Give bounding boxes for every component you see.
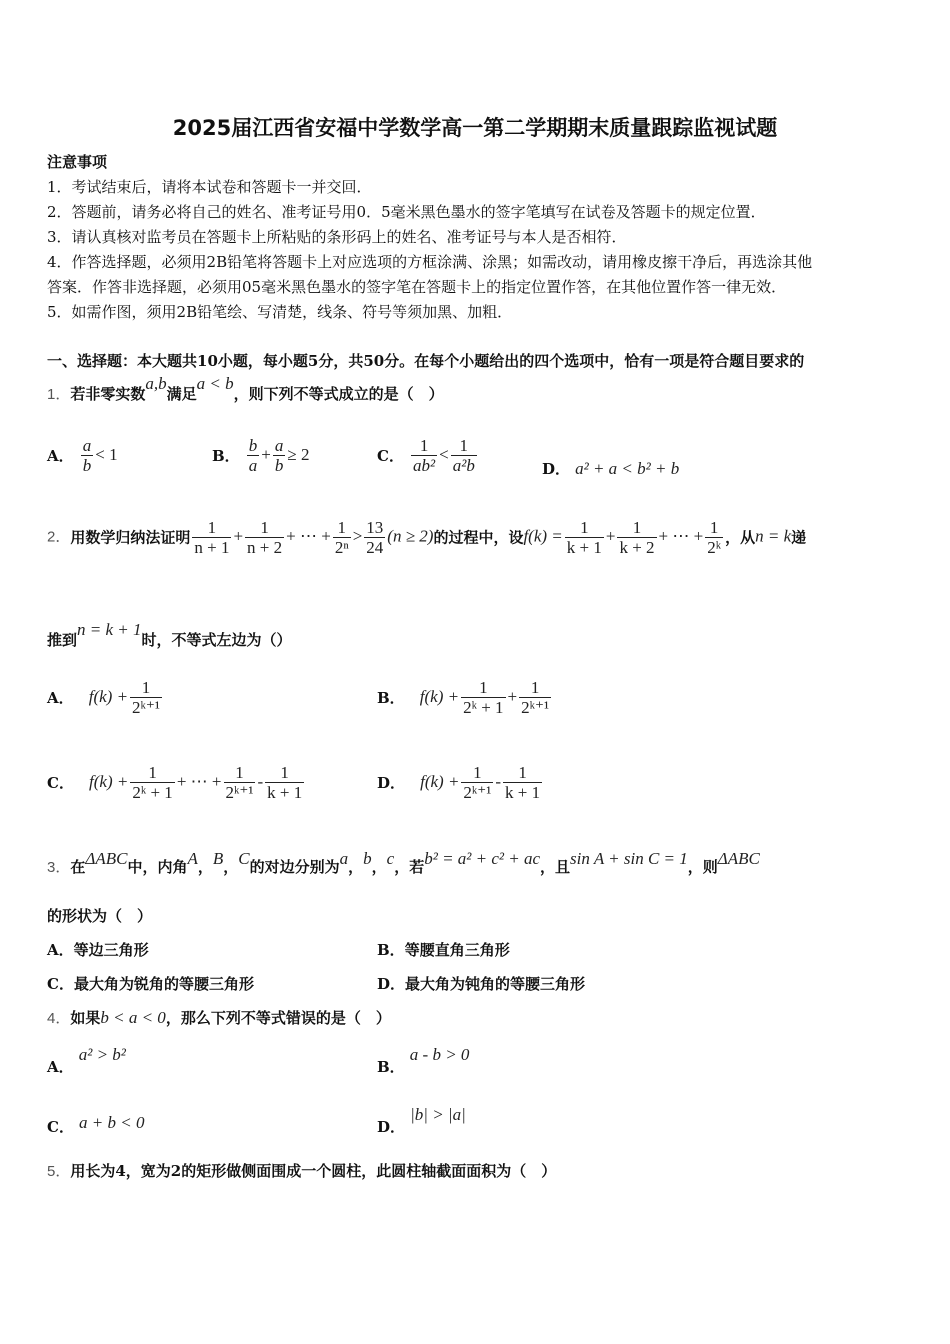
numerator: 1 (617, 518, 656, 538)
denominator: 24 (366, 538, 384, 557)
notice-line-6: 5．如需作图，须用2B铅笔绘、写清楚，线条、符号等须加黑、加粗． (47, 303, 513, 321)
q1-option-c[interactable] (377, 436, 479, 475)
text: 推到 (47, 631, 78, 649)
q2-option-d[interactable] (377, 763, 544, 802)
text: ，若 (394, 858, 425, 876)
denominator: ab² (413, 456, 436, 475)
option-text: 等腰直角三角形 (404, 941, 510, 959)
math: a < b (196, 374, 234, 393)
text: 用长为4，宽为2的矩形做侧面围成一个圆柱，此圆柱轴截面面积为（ ） (70, 1162, 557, 1180)
fraction (130, 763, 174, 802)
denominator: 2ᵏ⁺¹ (463, 783, 492, 802)
math: + (605, 526, 616, 546)
math: A (187, 849, 198, 868)
numerator: 1 (192, 518, 231, 538)
numerator: a (82, 436, 92, 455)
q2-option-b[interactable] (377, 678, 553, 717)
q3-option-d[interactable] (377, 974, 585, 994)
fraction (461, 763, 493, 802)
math: < (439, 445, 449, 464)
math: > (352, 526, 363, 546)
math: + ⋯ + (286, 526, 331, 546)
text: ， (197, 858, 213, 876)
page-title: 2025届江西省安福中学数学高一第二学期期末质量跟踪监视试题 (172, 116, 778, 140)
text: ，从 (725, 528, 756, 547)
notice-line-4: 4．作答选择题，必须用2B铅笔将答题卡上对应选项的方框涂满、涂黑；如需改动，请用橡皮擦干净后，再选涂其他 (47, 253, 813, 271)
denominator: n + 1 (194, 538, 230, 557)
math: + ⋯ + (658, 526, 704, 546)
math: n = k (755, 526, 792, 546)
denominator: b (82, 456, 92, 475)
option-label: B． (212, 447, 240, 465)
fraction (565, 518, 604, 557)
numerator: a (274, 436, 284, 455)
math: ΔABC (717, 849, 760, 868)
denominator: a (248, 456, 258, 475)
notice-heading: 注意事项 (47, 153, 108, 171)
text: 的对边分别为 (249, 858, 340, 876)
denominator: 2ⁿ (334, 538, 349, 557)
question-number: 3． (47, 859, 71, 876)
numerator: 1 (461, 678, 505, 698)
math: a² > b² (78, 1045, 126, 1064)
math: C (238, 849, 250, 868)
fraction (705, 518, 723, 557)
numerator: 1 (451, 436, 477, 456)
option-label: C． (47, 1118, 74, 1136)
math: B (212, 849, 224, 868)
question-1-stem (47, 374, 444, 405)
math: f(k) + (420, 772, 460, 791)
q4-option-d[interactable] (377, 1104, 466, 1136)
math: + ⋯ + (176, 772, 222, 791)
fraction (333, 518, 351, 557)
question-number: 4． (47, 1010, 71, 1027)
denominator: k + 1 (566, 538, 602, 557)
numerator: 1 (245, 518, 284, 538)
text: 如果 (70, 1009, 101, 1027)
math: - (495, 772, 502, 791)
option-text: 最大角为锐角的等腰三角形 (73, 975, 254, 993)
option-label: C． (47, 975, 74, 993)
text: 递 (791, 528, 807, 547)
q4-option-a[interactable] (47, 1044, 126, 1076)
denominator: k + 2 (619, 538, 655, 557)
math: ΔABC (85, 849, 128, 868)
option-label: D． (377, 975, 406, 993)
denominator: k + 1 (267, 783, 303, 802)
option-label: A． (47, 689, 74, 707)
math: - (257, 772, 264, 791)
q4-option-b[interactable] (377, 1044, 470, 1076)
option-label: B． (377, 1058, 405, 1076)
math: + (507, 687, 518, 706)
text: 中，内角 (127, 858, 188, 876)
option-label: D． (377, 774, 406, 792)
fraction (411, 436, 437, 475)
denominator: 2ᵏ⁺¹ (225, 783, 254, 802)
text: ，那么下列不等式错误的是（ ） (165, 1009, 391, 1027)
notice-line-5: 答案．作答非选择题，必须用05毫米黑色墨水的签字笔在答题卡上的指定位置作答，在其他位置作答一律无效． (47, 278, 787, 296)
text: 用数学归纳法证明 (70, 528, 191, 547)
math: (n ≥ 2) (387, 526, 434, 546)
fraction (81, 436, 94, 475)
option-label: D． (377, 1118, 406, 1136)
option-label: C． (377, 447, 404, 465)
fraction (273, 436, 286, 475)
option-label: A． (47, 1058, 74, 1076)
text: ，则 (687, 858, 718, 876)
option-label: C． (47, 774, 74, 792)
math: a - b > 0 (409, 1045, 470, 1064)
fraction (461, 678, 505, 717)
math: a² + a < b² + b (575, 459, 680, 478)
fraction (247, 436, 260, 475)
question-2-stem (47, 518, 806, 557)
question-number: 1． (47, 386, 71, 403)
numerator: 1 (705, 518, 723, 538)
option-label: A． (47, 941, 74, 959)
numerator: 1 (565, 518, 604, 538)
fraction (364, 518, 385, 557)
question-2-stem-cont (47, 620, 292, 650)
math: a + b < 0 (79, 1113, 145, 1132)
math: b (363, 849, 372, 868)
denominator: n + 2 (247, 538, 283, 557)
math: ≥ 2 (287, 445, 310, 464)
math: b < a < 0 (100, 1008, 166, 1027)
q3-option-a[interactable] (47, 940, 149, 960)
q1-option-a[interactable] (47, 436, 118, 475)
numerator: 1 (503, 763, 542, 783)
notice-line-2: 2．答题前，请务必将自己的姓名、准考证号用0．5毫米黑色墨水的签字笔填写在试卷及答题卡的规定位置． (47, 203, 766, 221)
option-text: 最大角为钝角的等腰三角形 (405, 975, 586, 993)
math: f(k) + (88, 687, 129, 706)
math: + (233, 526, 244, 546)
text: 的过程中，设 (433, 528, 524, 547)
fraction (617, 518, 656, 557)
text: 满足 (166, 385, 197, 403)
question-number: 2． (47, 528, 71, 546)
denominator: a²b (452, 456, 475, 475)
denominator: k + 1 (505, 783, 541, 802)
numerator: 1 (130, 678, 162, 698)
fraction (224, 763, 256, 802)
notice-line-1: 1．考试结束后，请将本试卷和答题卡一并交回． (47, 178, 372, 196)
numerator: 13 (366, 518, 384, 537)
q1-option-b[interactable] (212, 436, 309, 475)
math: a,b (145, 374, 167, 393)
math: f(k) = (523, 526, 563, 546)
question-number: 5． (47, 1163, 71, 1180)
denominator: 2ᵏ (707, 538, 722, 557)
numerator: 1 (265, 763, 304, 783)
math: < 1 (95, 445, 118, 464)
q4-option-c[interactable] (47, 1112, 145, 1136)
q2-option-c[interactable] (47, 763, 306, 802)
option-text: 等边三角形 (73, 941, 149, 959)
denominator: 2ᵏ⁺¹ (521, 698, 550, 717)
math: n = k + 1 (77, 620, 142, 639)
question-5-stem (47, 1161, 556, 1182)
text: 若非零实数 (70, 385, 146, 403)
option-label: B． (377, 941, 405, 959)
math: c (386, 849, 395, 868)
q3-option-b[interactable] (377, 940, 510, 960)
denominator: b (274, 456, 284, 475)
q1-option-d[interactable] (542, 458, 679, 479)
text: 时，不等式左边为（） (141, 631, 292, 649)
numerator: 1 (224, 763, 256, 783)
section-heading: 一、选择题：本大题共10小题，每小题5分，共50分。在每个小题给出的四个选项中，恰有一项是符合题目要求的 (47, 352, 805, 370)
option-label: B． (377, 689, 405, 707)
text: ， (371, 858, 387, 876)
math: f(k) + (419, 687, 460, 706)
math: |b| > |a| (410, 1105, 466, 1124)
math: + (261, 445, 271, 464)
fraction (519, 678, 551, 717)
numerator: 1 (461, 763, 493, 783)
numerator: 1 (130, 763, 174, 783)
fraction (130, 678, 162, 717)
text: 在 (70, 858, 86, 876)
q3-option-c[interactable] (47, 974, 254, 994)
denominator: 2ᵏ + 1 (463, 698, 504, 717)
notice-line-3: 3．请认真核对监考员在答题卡上所粘贴的条形码上的姓名、准考证号与本人是否相符． (47, 228, 627, 246)
text: ， (348, 858, 364, 876)
text: ，则下列不等式成立的是（ ） (233, 385, 444, 403)
math: f(k) + (89, 772, 129, 791)
q2-option-a[interactable] (47, 678, 164, 717)
numerator: 1 (519, 678, 551, 698)
fraction (451, 436, 477, 475)
option-label: D． (542, 460, 571, 478)
option-label: A． (47, 447, 74, 465)
question-3-stem-cont: 的形状为（ ） (47, 907, 153, 925)
denominator: 2ᵏ + 1 (132, 783, 173, 802)
question-3-stem (47, 849, 760, 878)
math: b² = a² + c² + ac (424, 849, 541, 868)
numerator: 1 (333, 518, 351, 538)
math: a (339, 849, 349, 868)
text: ，且 (540, 858, 571, 876)
math: sin A + sin C = 1 (570, 849, 688, 868)
numerator: 1 (411, 436, 437, 456)
text: ， (223, 858, 239, 876)
fraction (245, 518, 284, 557)
fraction (503, 763, 542, 802)
question-4-stem (47, 1008, 391, 1029)
fraction (192, 518, 231, 557)
fraction (265, 763, 304, 802)
numerator: b (248, 436, 258, 455)
denominator: 2ᵏ⁺¹ (132, 698, 160, 717)
